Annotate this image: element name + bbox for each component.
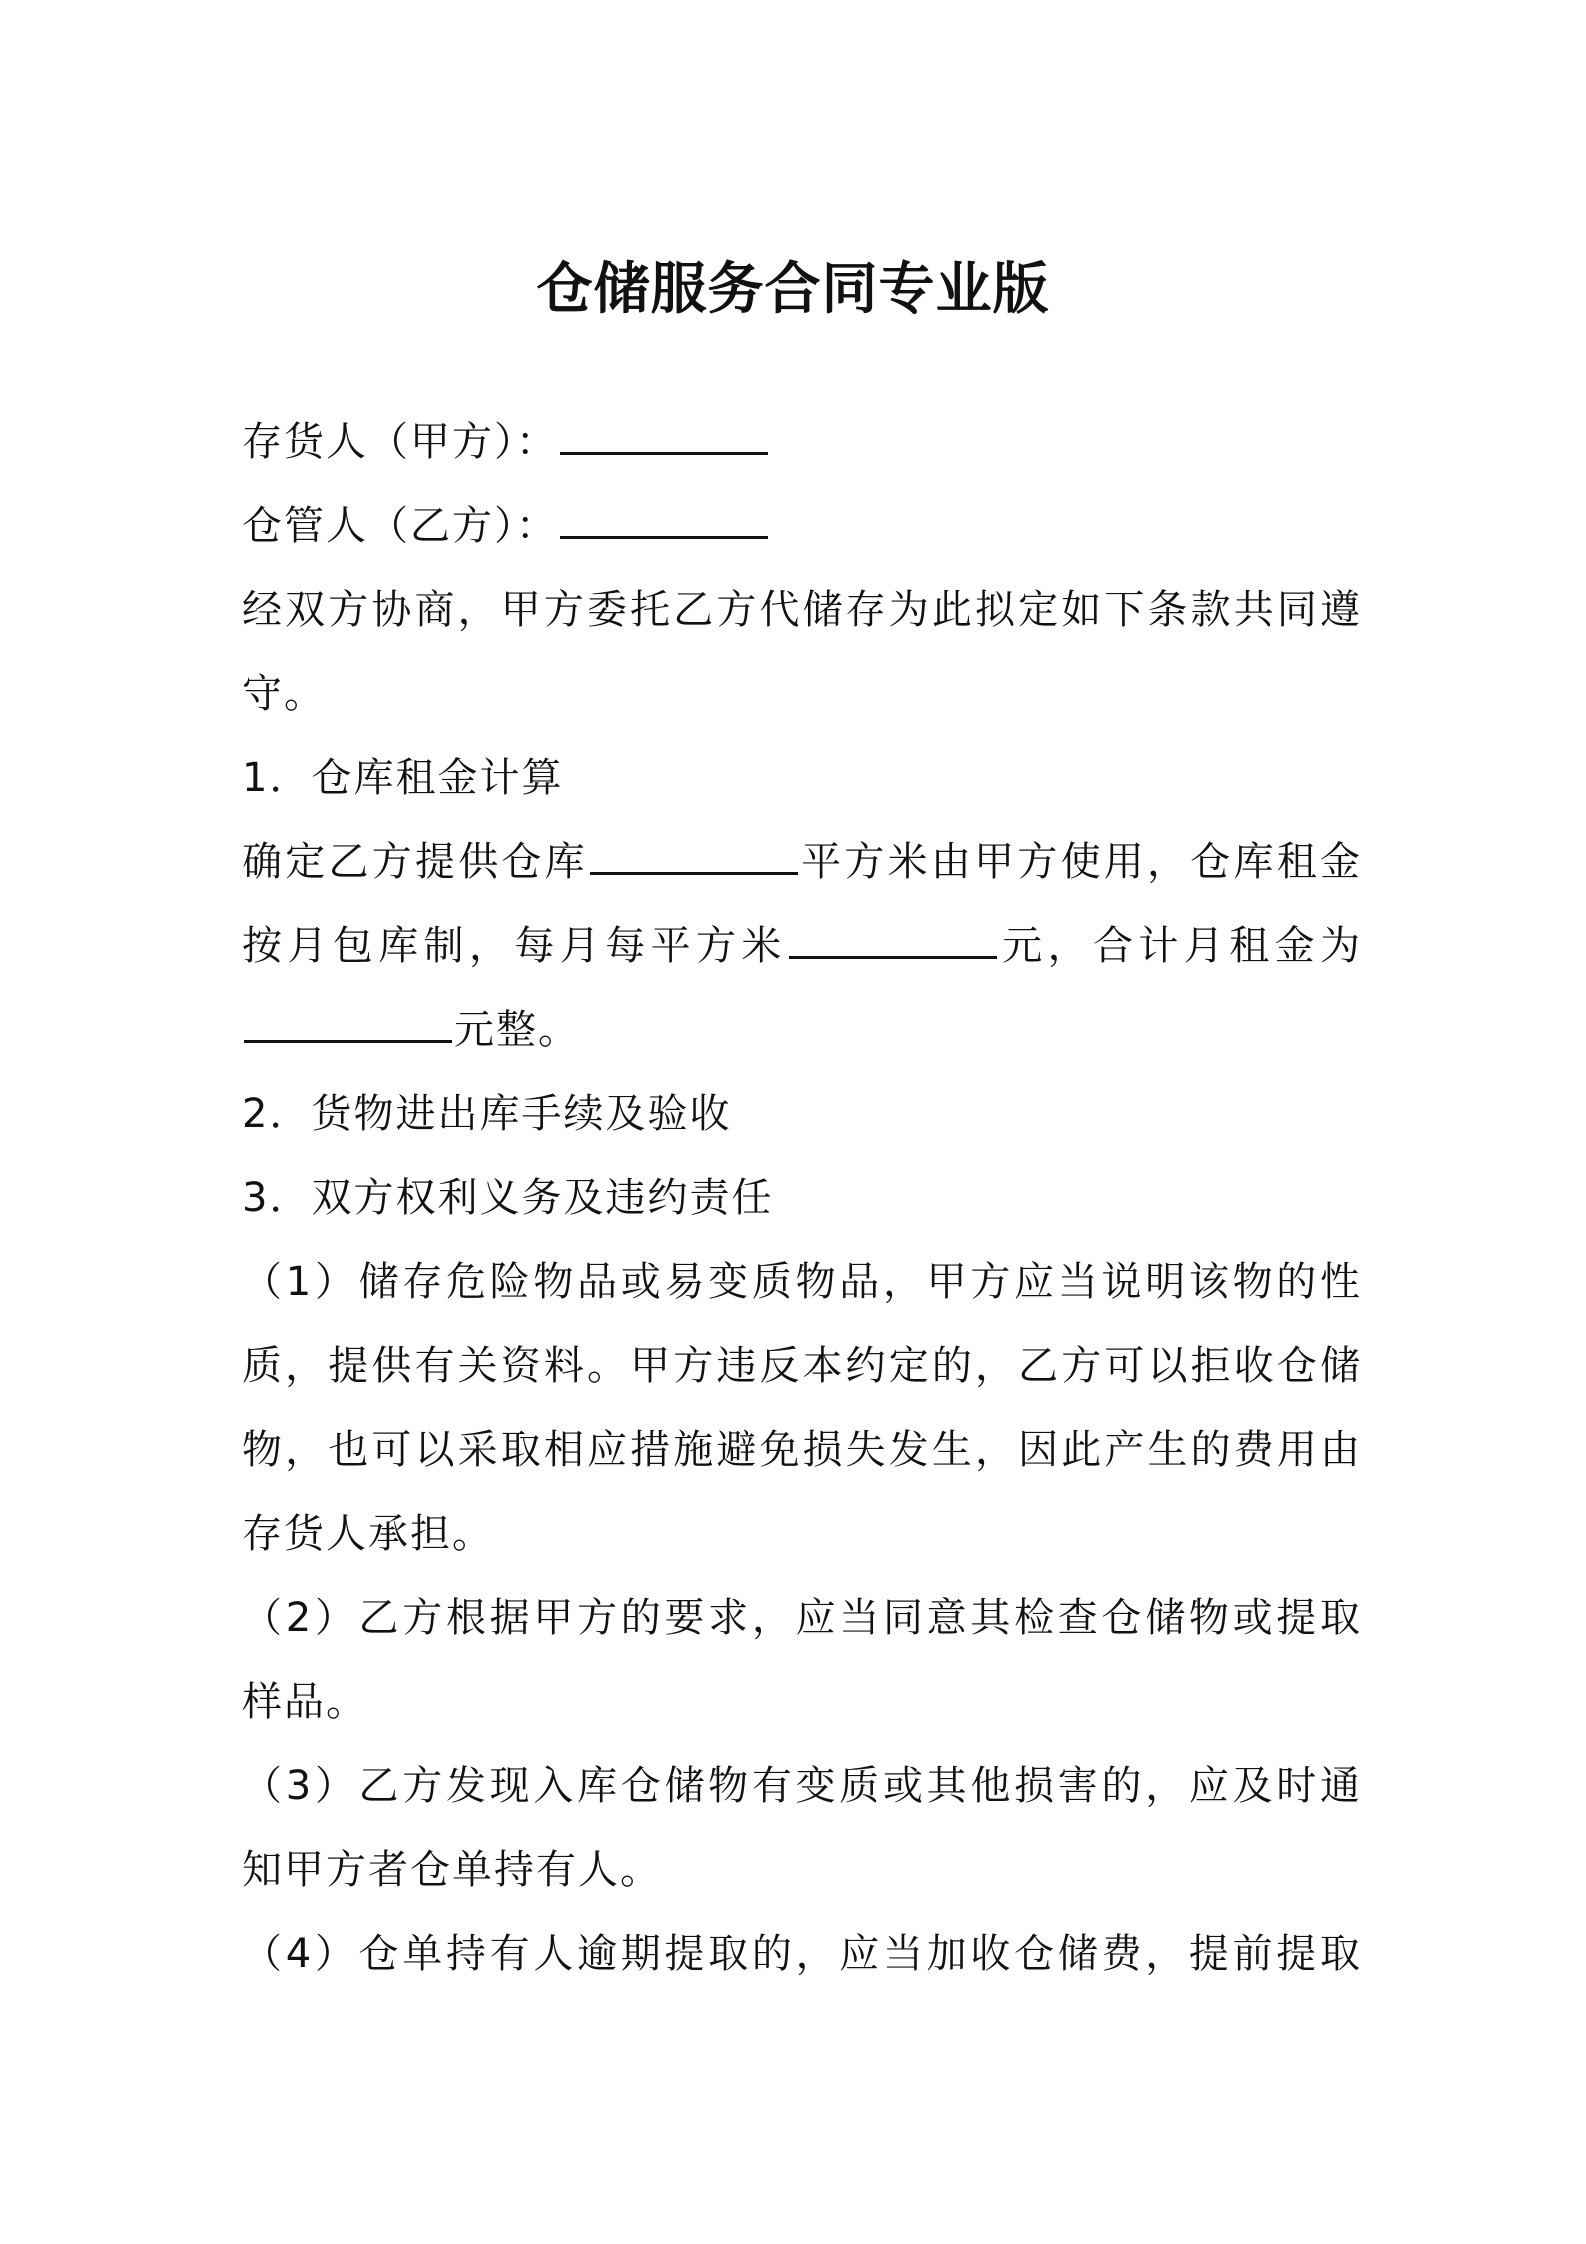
item-1-line-4: 存货人承担。 <box>242 1511 494 1557</box>
item-2-line-2: 样品。 <box>242 1679 368 1725</box>
monthly-rent-blank <box>244 1040 452 1043</box>
item-2-line-1: （2）乙方根据甲方的要求，应当同意其检查仓储物或提取 <box>242 1595 1362 1641</box>
item-1-line-2: 质，提供有关资料。甲方违反本约定的，乙方可以拒收仓储 <box>242 1343 1362 1389</box>
item-4-line-1: （4）仓单持有人逾期提取的，应当加收仓储费，提前提取 <box>242 1931 1362 1977</box>
intro-line-1: 经双方协商，甲方委托乙方代储存为此拟定如下条款共同遵 <box>242 587 1362 633</box>
section-1-line-3 <box>242 1002 1362 1058</box>
section-1-text-3b: 元整。 <box>454 1007 580 1053</box>
section-1-heading: 1．仓库租金计算 <box>242 755 564 801</box>
party-b-blank <box>560 536 768 539</box>
section-1-text-2a: 按月包库制，每月每平方米 <box>242 923 787 969</box>
party-a-line <box>242 414 1362 470</box>
party-a-blank <box>560 452 768 455</box>
section-1-text-1a: 确定乙方提供仓库 <box>242 839 588 885</box>
section-1-text-2b: 元，合计月租金为 <box>998 923 1363 969</box>
item-3-line-1: （3）乙方发现入库仓储物有变质或其他损害的，应及时通 <box>242 1763 1362 1809</box>
unit-price-blank <box>789 956 997 959</box>
intro-line-2: 守。 <box>242 671 326 717</box>
warehouse-area-blank <box>590 872 798 875</box>
section-2-heading: 2．货物进出库手续及验收 <box>242 1091 732 1137</box>
party-b-line <box>242 498 1362 554</box>
party-a-label: 存货人（甲方）： <box>242 419 558 465</box>
section-1-line-1 <box>242 834 1362 890</box>
document-title: 仓储服务合同专业版 <box>536 257 1050 322</box>
party-b-label: 仓管人（乙方）： <box>242 503 558 549</box>
section-1-text-1b: 平方米由甲方使用，仓库租金 <box>799 839 1363 885</box>
section-3-heading: 3．双方权利义务及违约责任 <box>242 1175 774 1221</box>
item-1-line-1: （1）储存危险物品或易变质物品，甲方应当说明该物的性 <box>242 1259 1362 1305</box>
item-1-line-3: 物，也可以采取相应措施避免损失发生，因此产生的费用由 <box>242 1427 1362 1473</box>
item-3-line-2: 知甲方者仓单持有人。 <box>242 1847 662 1893</box>
section-1-line-2 <box>242 918 1362 974</box>
